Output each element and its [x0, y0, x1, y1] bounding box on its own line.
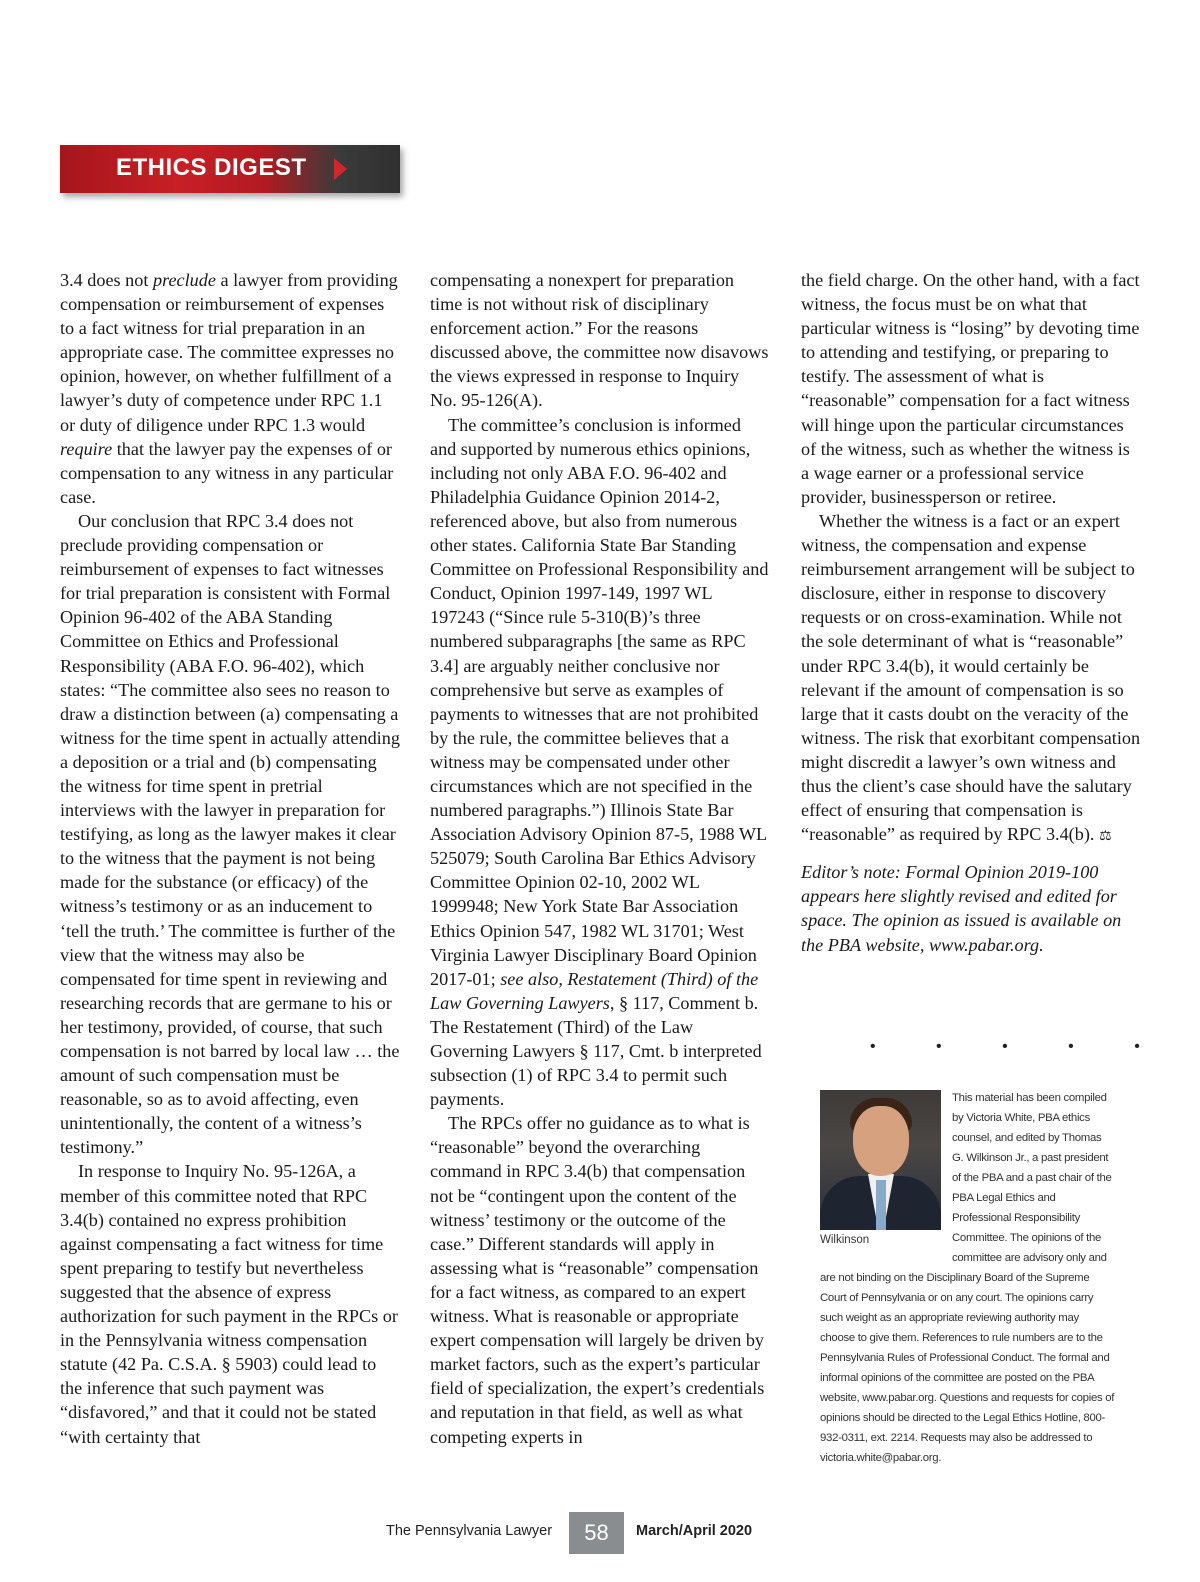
arrow-right-icon — [334, 158, 347, 180]
paragraph: Our conclusion that RPC 3.4 does not preclude providing compensation or reimbursement of expenses to fact witnesses for trial preparation is consistent with Formal Opinion 96-402 of the ABA Standing Committee on Ethics and Professional Responsibility (ABA F.O. 96-402), which states: “The committee also sees no reason to draw a distinction between (a) compensating a witness for the time spent in actually attending a deposition or a trial and (b) compensating the witness for time spent in pretrial interviews with the lawyer in preparation for testifying, as long as the lawyer makes it clear to the witness that the payment is not being made for the substance (or efficacy) of the witness’s testimony or as an inducement to ‘tell the truth.’ The committee is further of the view that the witness may also be compensated for time spent in reviewing and researching records that are germane to his or her testimony, provided, of course, that such compensation is not barred by local law … the amount of such compensation must be reasonable, so as to avoid affecting, even unintentionally, the content of a witness’s testimony.” — [60, 510, 400, 1158]
paragraph: Whether the witness is a fact or an expert witness, the compensation and expense reimbursement arrangement will be subject to disclosure, either in response to discovery requests or on cross-examination. While not the sole determinant of what is “reasonable” under RPC 3.4(b), it would certainly be relevant if the amount of compensation is so large that it casts doubt on the veracity of the witness. The risk that exorbitant compensation might discredit a lawyer’s own witness and thus the client’s case should have the salutary effect of ensuring that compensation is “reasonable” as required by RPC 3.4(b). ⚖ — [801, 510, 1141, 845]
end-mark-icon: ⚖ — [1098, 828, 1112, 845]
editor-note: Editor’s note: Formal Opinion 2019-100 appears here slightly revised and edited for space. The opinion as issued is available on the PBA website, www.pabar.org. — [801, 862, 1122, 955]
paragraph: compensating a nonexpert for preparation time is not without risk of disciplinary enforcement action.” For the reasons discussed above, the committee now disavows the views expressed in response to Inquiry No. 95-126(A). — [430, 270, 769, 411]
section-banner — [60, 145, 400, 193]
paragraph: the field charge. On the other hand, with a fact witness, the focus must be on what that particular witness is “losing” by devoting time to attending and testifying, or preparing to testify. The assessment of what is “reasonable” compensation for a fact witness will hinge upon the particular circumstances of the witness, such as whether the witness is a wage earner or a professional service provider, businessperson or retiree. — [801, 270, 1140, 507]
separator-dots: • • • • • — [870, 1038, 1168, 1055]
paragraph: 3.4 does not preclude a lawyer from providing compensation or reimbursement of expenses to a fact witness for trial preparation in an appropriate case. The committee expresses no opinion, however, on whether fulfillment of a lawyer’s duty of competence under RPC 1.1 or duty of diligence under RPC 1.3 would require that the lawyer pay the expenses of or compensation to any witness in any particular case. — [60, 270, 398, 507]
page-number: 58 — [569, 1512, 624, 1554]
footer-publication: The Pennsylvania Lawyer — [386, 1523, 553, 1539]
paragraph: The RPCs offer no guidance as to what is “reasonable” beyond the overarching command in RPC 3.4(b) that compensation not be “contingent upon the content of the witness’ testimony or the outcome of the case.” Different standards will apply in assessing what is “reasonable” compensation for a fact witness, as compared to an expert witness. What is reasonable or appropriate expert compensation will largely be driven by market factors, such as the expert’s particular field of specialization, the expert’s credentials and reputation in that field, as well as what competing experts in — [430, 1113, 765, 1447]
paragraph: In response to Inquiry No. 95-126A, a member of this committee noted that RPC 3.4(b) contained no express prohibition against compensating a fact witness for time spent preparing to testify but nevertheless suggested that the absence of express authorization for such payment in the RPCs or in the Pennsylvania witness compensation statute (42 Pa. C.S.A. § 5903) could lead to the inference that such payment was “disfavored,” and that it could not be stated “with certainty that — [60, 1161, 398, 1447]
bio-text: This material has been compiled by Victoria White, PBA ethics counsel, and edited by Thomas G. Wilkinson Jr., a past president of the PBA and a past chair of the PBA Legal Ethics and Professional Responsibility Committee. The opinions of the committee are advisory only and are not binding on the Disciplinary Board of the Supreme Court of Pennsylvania or on any court. The opinions carry such weight as an appropriate reviewing authority may choose to give them. References to rule numbers are to the Pennsylvania Rules of Professional Conduct. The formal and informal opinions of the committee are posted on the PBA website, www.pabar.org. Questions and requests for copies of opinions should be directed to the Legal Ethics Hotline, 800-932-0311, ext. 2214. Requests may also be addressed to victoria.white@pabar.org. — [820, 1092, 1115, 1464]
footer-issue: March/April 2020 — [636, 1523, 753, 1539]
article-column-1 — [60, 268, 400, 1449]
photo-caption: Wilkinson — [820, 1234, 870, 1246]
article-column-2 — [430, 268, 770, 1449]
article-column-3 — [801, 268, 1141, 957]
author-bio — [820, 1088, 1115, 1468]
section-title: ETHICS DIGEST — [116, 154, 307, 181]
paragraph: The committee’s conclusion is informed and supported by numerous ethics opinions, including not only ABA F.O. 96-402 and Philadelphia Guidance Opinion 2014-2, referenced above, but also from numerous other states. California State Bar Standing Committee on Professional Responsibility and Conduct, Opinion 1997-149, 1997 WL 197243 (“Since rule 5-310(B)’s three numbered subparagraphs [the same as RPC 3.4] are arguably neither conclusive nor comprehensive but serve as examples of payments to witnesses that are not prohibited by the rule, the committee believes that a witness may be compensated under other circumstances which are not specified in the numbered paragraphs.”) Illinois State Bar Association Advisory Opinion 87-5, 1988 WL 525079; South Carolina Bar Ethics Advisory Committee Opinion 02-10, 2002 WL 1999948; New York State Bar Association Ethics Opinion 547, 1982 WL 31701; West Virginia Lawyer Disciplinary Board Opinion 2017-01; see also, Restatement (Third) of the Law Governing Lawyers, § 117, Comment b. The Restatement (Third) of the Law Governing Lawyers § 117, Cmt. b interpreted subsection (1) of RPC 3.4 to permit such payments. — [430, 414, 769, 1110]
